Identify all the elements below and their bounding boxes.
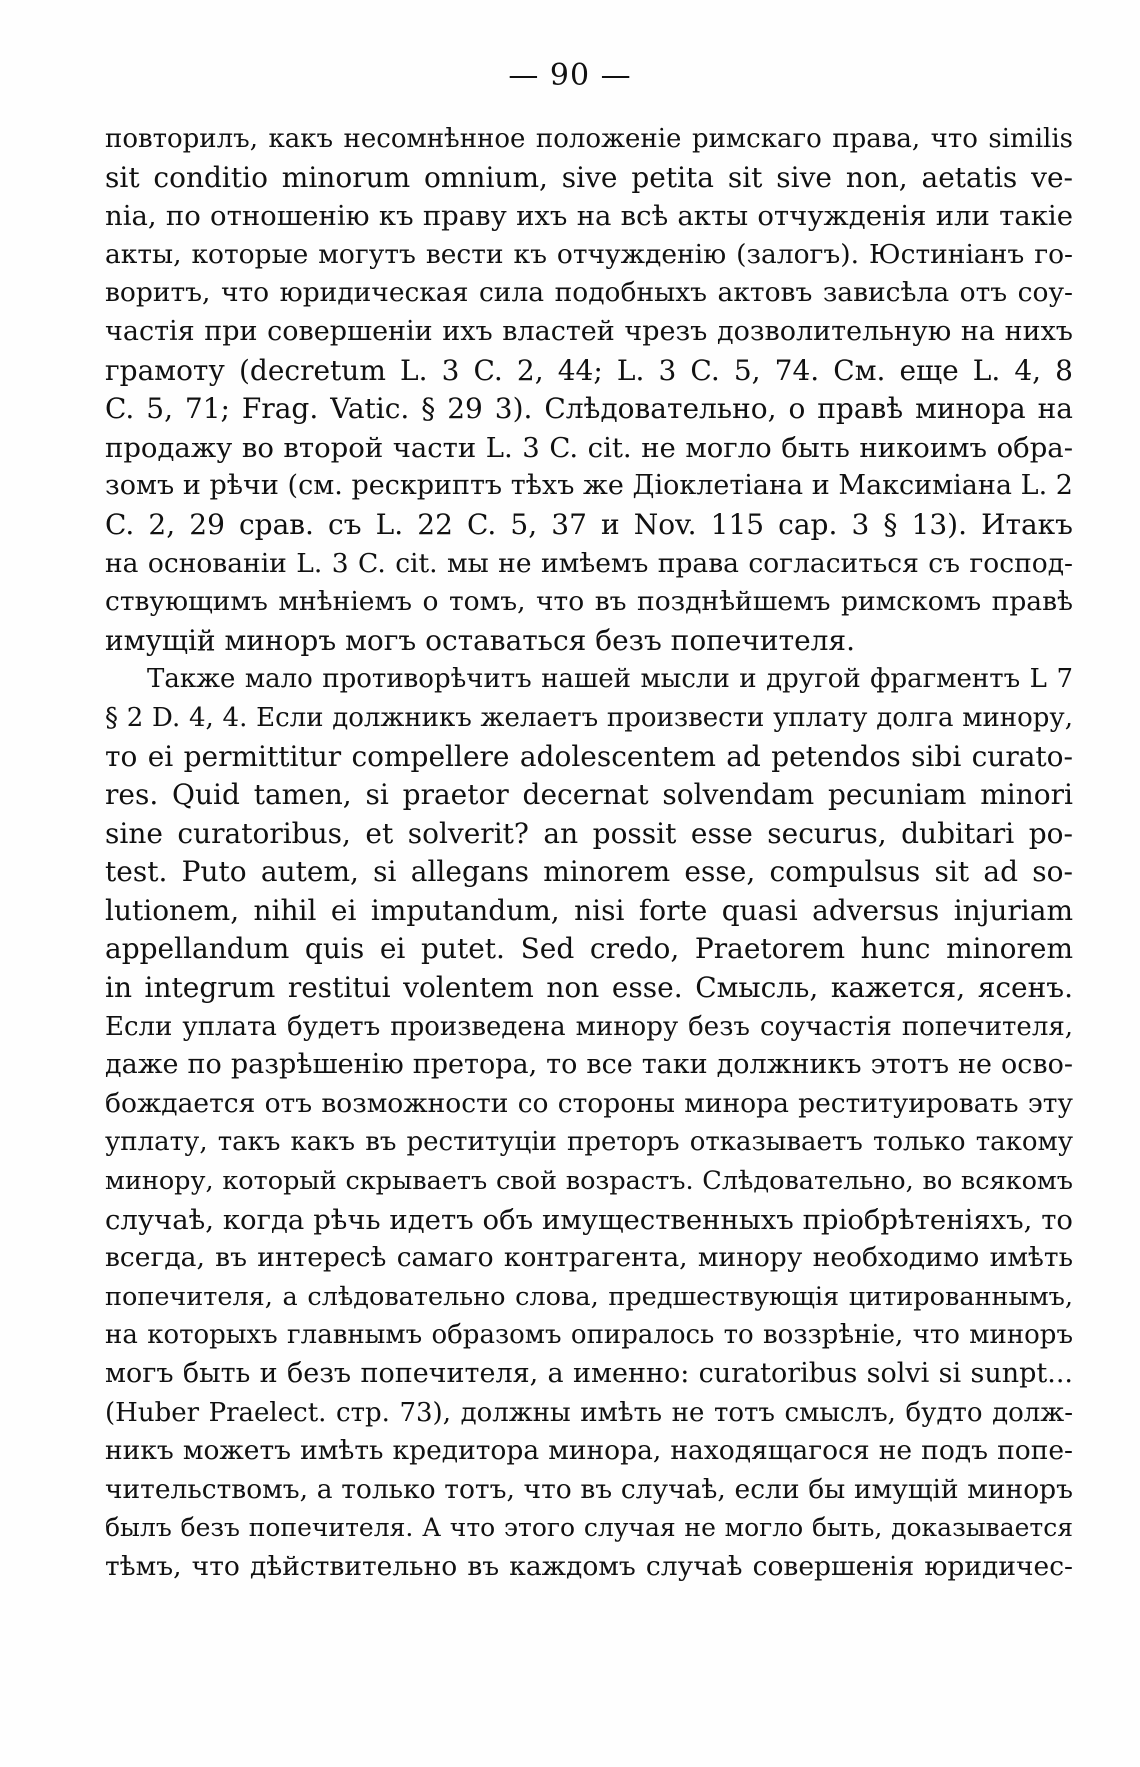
text-line: бождается отъ возможности со стороны минора реституировать эту — [105, 1087, 1073, 1119]
text-line: Если уплата будетъ произведена минору безъ соучастія попечителя, — [105, 1011, 1073, 1042]
text-line: уплату, такъ какъ въ реституціи преторъ отказываетъ только такому — [105, 1127, 1073, 1158]
body-text — [105, 120, 1073, 1587]
text-line: чительствомъ, а только тотъ, что въ случаѣ, если бы имущій миноръ — [105, 1473, 1073, 1505]
text-line: случаѣ, когда рѣчь идетъ объ имущественныхъ пріобрѣтеніяхъ, то — [105, 1203, 1073, 1236]
text-line: могъ быть и безъ попечителя, а именно: curatoribus solvi si sunpt... — [105, 1358, 1073, 1389]
text-line: частія при совершеніи ихъ властей чрезъ дозволительную на нихъ — [105, 315, 1073, 347]
text-line: lutionem, nihil ei imputandum, nisi forte quasi adversus injuriam — [105, 893, 1073, 927]
text-line: (Huber Praelect. стр. 73), должны имѣть не тотъ смыслъ, будто долж- — [105, 1397, 1073, 1428]
text-line: былъ безъ попечителя. А что этого случая не могло быть, доказывается — [105, 1513, 1073, 1543]
text-line: акты, которые могутъ вести къ отчужденію (залогъ). Юстиніанъ го- — [105, 238, 1073, 270]
text-line: res. Quid tamen, si praetor decernat solvendam pecuniam minori — [105, 778, 1073, 812]
text-line: C. 5, 71; Frag. Vatic. § 29 3). Слѣдовательно, о правѣ минора на — [105, 392, 1073, 426]
text-line: повторилъ, какъ несомнѣнное положеніе римскаго права, что similis — [105, 124, 1073, 154]
text-line: продажу во второй части L. 3 C. cit. не могло быть никоимъ обра- — [105, 431, 1073, 464]
text-line: sine curatoribus, et solverit? an possit esse securus, dubitari po- — [105, 816, 1073, 850]
text-line: test. Puto autem, si allegans minorem esse, compulsus sit ad so- — [105, 855, 1073, 889]
text-line: никъ можетъ имѣть кредитора минора, находящагося не подъ попе- — [105, 1435, 1073, 1467]
text-line: C. 2, 29 срав. съ L. 22 C. 5, 37 и Nov. 115 cap. 3 § 13). Итакъ — [105, 507, 1073, 541]
text-line: § 2 D. 4, 4. Если должникъ желаетъ произвести уплату долга минору, — [105, 702, 1073, 733]
text-line: тѣмъ, что дѣйствительно въ каждомъ случаѣ совершенія юридичес- — [105, 1550, 1073, 1582]
paragraph-start-line: Также мало противорѣчитъ нашей мысли и другой фрагментъ L 7 — [147, 664, 1073, 695]
text-line: даже по разрѣшенію претора, то все таки должникъ этотъ не осво- — [105, 1049, 1073, 1081]
text-line: на которыхъ главнымъ образомъ опиралось то воззрѣніе, что миноръ — [105, 1320, 1073, 1351]
text-line: in integrum restitui volentem non esse. Смысль, кажется, ясенъ. — [105, 971, 1073, 1005]
text-line: воритъ, что юридическая сила подобныхъ актовъ зависѣла отъ соу- — [105, 277, 1073, 309]
text-line: ствующимъ мнѣніемъ о томъ, что въ позднѣйшемъ римскомъ правѣ — [105, 586, 1073, 618]
text-line: минору, который скрываетъ свой возрастъ. Слѣдовательно, во всякомъ — [105, 1166, 1073, 1197]
text-line: nia, по отношенію къ праву ихъ на всѣ акты отчужденія или такіе — [105, 200, 1073, 233]
text-line: sit conditio minorum omnium, sive petita sit sive non, aetatis ve- — [105, 160, 1073, 194]
text-line: попечителя, а слѣдовательно слова, предшествующія цитированнымъ, — [105, 1281, 1073, 1312]
paragraph-end-line: имущій миноръ могъ оставаться безъ попечителя. — [105, 623, 855, 657]
text-line: всегда, въ интересѣ самаго контрагента, минору необходимо имѣть — [105, 1242, 1073, 1274]
text-line: appellandum quis ei putet. Sed credo, Praetorem hunc minorem — [105, 932, 1073, 966]
page-number: — 90 — — [508, 58, 632, 93]
text-line: то ei permittitur compellere adolescentem ad petendos sibi curato- — [105, 739, 1073, 773]
text-line: на основаніи L. 3 C. cit. мы не имѣемъ права согласиться съ господ- — [105, 547, 1073, 579]
text-line: зомъ и рѣчи (см. рескриптъ тѣхъ же Діоклетіана и Максиміана L. 2 — [105, 470, 1073, 502]
text-line: грамоту (decretum L. 3 C. 2, 44; L. 3 C. 5, 74. См. еще L. 4, 8 — [105, 353, 1073, 387]
